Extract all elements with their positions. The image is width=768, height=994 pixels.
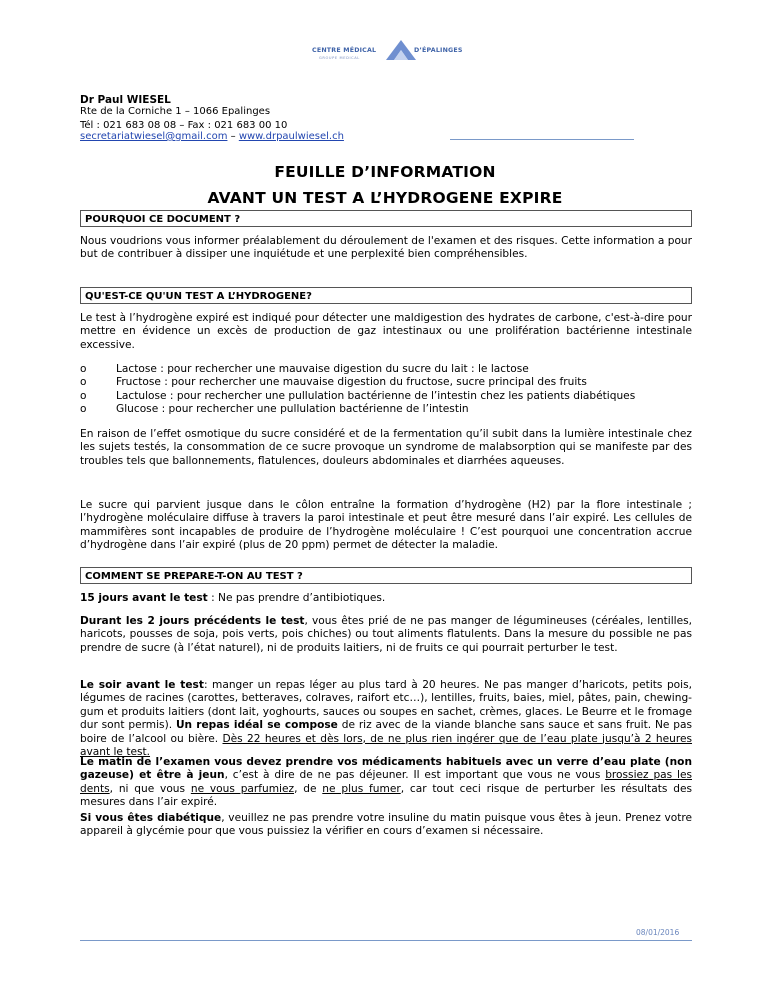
email-link[interactable]: secretariatwiesel@gmail.com (80, 131, 228, 142)
prep-15-days: 15 jours avant le test : Ne pas prendre d’antibiotiques. (80, 592, 386, 604)
document-subtitle: AVANT UN TEST A L’HYDROGENE EXPIRE (207, 189, 563, 207)
doctor-name: Dr Paul WIESEL (80, 94, 171, 106)
section-what-intro: Le test à l’hydrogène expiré est indiqué pour détecter une maldigestion des hydrates de carbone, c'est-à-dire pour mettre en évidence un excès de production de gaz intestinaux ou une prolifération bactérienne intestinale excessive. (80, 312, 692, 351)
website-link[interactable]: www.drpaulwiesel.ch (238, 131, 344, 142)
footer-date: 08/01/2016 (636, 928, 680, 937)
section-heading-why: POURQUOI CE DOCUMENT ? (80, 210, 692, 227)
bullet-icon: o (80, 376, 87, 389)
prep-diabetic: Si vous êtes diabétique, veuillez ne pas prendre votre insuline du matin puisque vous êtes à jeun. Prenez votre appareil à glycémie pour que vous puissiez la vérifier en cours d’examen si nécessaire. (80, 812, 693, 838)
logo-mountain-icon (386, 40, 416, 60)
prep-2-days: Durant les 2 jours précédents le test, vous êtes prié de ne pas manger de légumineuses (céréales, lentilles, haricots, pousses de soja, pois verts, pois chiches) ou tout aliments flatulents. Dans la mesure du possible ne pas prendre de sucre (à l’état naturel), ni de produits laitiers, ni de fruits ce qui pourrait perturber le test. (80, 615, 692, 654)
document-title: FEUILLE D’INFORMATION (274, 163, 496, 181)
list-item: o Glucose : pour rechercher une pullulation bactérienne de l’intestin (80, 403, 469, 416)
prep-morning: Le matin de l’examen vous devez prendre vos médicaments habituels avec un verre d’eau plate (non gazeuse) et être à jeun, c’est à dire de ne pas déjeuner. Il est important que vous ne vous brossiez pas les dents, ni que vous ne vous parfumiez, de ne plus fumer, car tout ceci risque de perturber les résultats des mesures dans l’air expiré. (80, 756, 692, 809)
doctor-address: Rte de la Corniche 1 – 1066 Epalinges (80, 106, 271, 117)
section-why-text: Nous voudrions vous informer préalablement du déroulement de l'examen et des risques. Cette information a pour but de contribuer à dissiper une inquiétude et une perplexité bien compréhensibles. (80, 235, 692, 261)
bullet-icon: o (80, 403, 87, 416)
bullet-icon: o (80, 363, 87, 375)
logo-text-right: D’ÉPALINGES (414, 47, 463, 54)
doctor-phone: Tél : 021 683 08 08 – Fax : 021 683 00 10 (80, 120, 288, 131)
sugar-list (80, 363, 692, 417)
list-item: o Lactulose : pour rechercher une pullulation bactérienne de l’intestin chez les patients diabétiques (80, 389, 636, 402)
doctor-header (80, 95, 344, 142)
logo-subtext: GROUPE MEDICAL (319, 56, 360, 60)
contact-links (80, 131, 344, 142)
logo-text-left: CENTRE MÉDICAL (312, 47, 377, 54)
section-what-para2: En raison de l’effet osmotique du sucre considéré et de la fermentation qu’il subit dans la lumière intestinale chez les sujets testés, la consommation de ce sucre provoque un syndrome de malabsorption qui se manifeste par des troubles tels que ballonnements, flatulences, douleurs abdominales et diarrhées aqueuses. (80, 428, 692, 467)
contact-separator: – (227, 131, 239, 142)
header-rule (450, 139, 634, 140)
section-heading-prep: COMMENT SE PREPARE-T-ON AU TEST ? (80, 567, 692, 584)
section-what-para3: Le sucre qui parvient jusque dans le côlon entraîne la formation d’hydrogène (H2) par la flore intestinale ; l’hydrogène moléculaire diffuse à travers la paroi intestinale et peut être mesuré dans l’air expiré. Les cellules de mammifères sont incapables de produire de l’hydrogène moléculaire ! C’est pourquoi une concentration accrue d’hydrogène dans l’air expiré (plus de 20 ppm) permet de détecter la maladie. (80, 499, 692, 552)
list-item: o Lactose : pour rechercher une mauvaise digestion du sucre du lait : le lactose (80, 363, 529, 375)
bullet-icon: o (80, 389, 87, 402)
logo (306, 40, 481, 72)
list-item: o Fructose : pour rechercher une mauvaise digestion du fructose, sucre principal des fruits (80, 376, 587, 389)
prep-evening: Le soir avant le test: manger un repas léger au plus tard à 20 heures. Ne pas manger d’haricots, petits pois, légumes de racines (carottes, betteraves, colraves, raifort etc…), lentilles, fruits, baies, miel, pâtes, pain, chewing-gum et produits laitiers (dont lait, yoghourts, sauces ou soupes en sachet, crèmes, glaces. Le Beurre et le fromage dur sont permis). Un repas idéal se compose de riz avec de la viande blanche sans sauce et sans fruit. Ne pas boire de l’alcool ou bière. Dès 22 heures et dès lors, de ne plus rien ingérer que de l’eau plate jusqu’à 2 heures avant le test. (80, 679, 693, 759)
footer-rule (80, 940, 692, 941)
section-heading-what: QU'EST-CE QU'UN TEST A L’HYDROGENE? (80, 287, 692, 304)
